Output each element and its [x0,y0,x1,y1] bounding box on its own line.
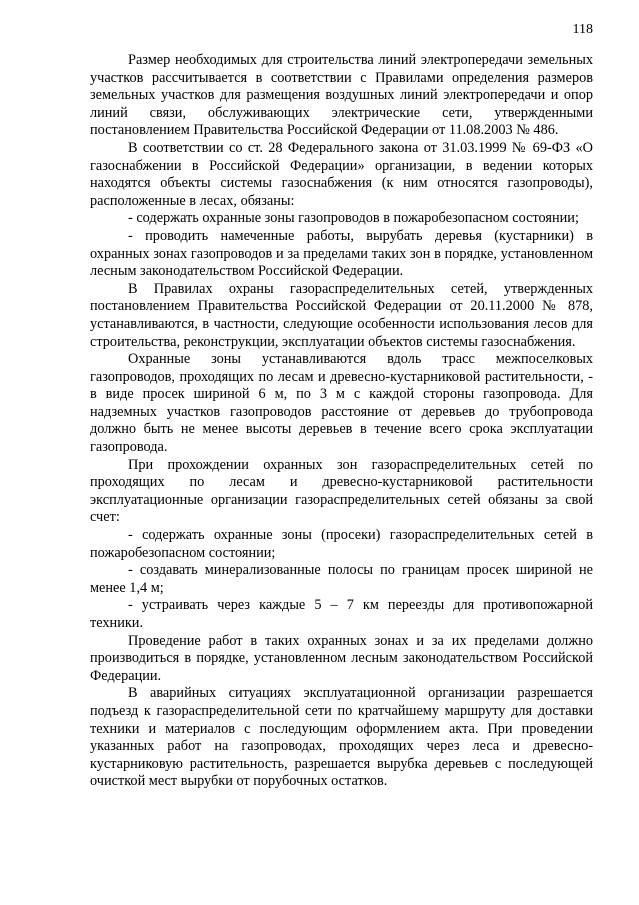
paragraph: Охранные зоны устанавливаются вдоль трасс межпоселковых газопроводов, проходящих по лесам и древесно-кустарниковой растительности, - в виде просек шириной 6 м, по 3 м с каждой стороны газопровода. Для надземных участков газопроводов расстояние от деревьев до трубопровода должно быть не менее высоты деревьев в течение всего срока эксплуатации газопровода. [90,351,593,456]
list-item: - проводить намеченные работы, вырубать деревья (кустарники) в охранных зонах газопроводов и за пределами таких зон в порядке, установленном лесным законодательством Российской Федерации. [90,227,593,280]
paragraph: В Правилах охраны газораспределительных сетей, утвержденных постановлением Правительства Российской Федерации от 20.11.2000 № 878, устанавливаются, в частности, следующие особенности использования лесов для строительства, реконструкции, эксплуатации объектов системы газоснабжения. [90,280,593,350]
page-number: 118 [572,22,593,37]
list-item: - устраивать через каждые 5 – 7 км переезды для противопожарной техники. [90,597,593,631]
paragraph: В аварийных ситуациях эксплуатационной организации разрешается подъезд к газораспределительной сети по кратчайшему маршруту для доставки техники и материалов с последующим оформлением акта. При проведении указанных работ на газопроводах, проходящих через леса и древесно-кустарниковую растительность, разрешается вырубка деревьев с последующей очисткой мест вырубки от порубочных остатков. [90,685,593,790]
paragraph: Размер необходимых для строительства линий электропередачи земельных участков рассчитывается в соответствии с Правилами определения размеров земельных участков для размещения воздушных линий электропередачи и опор линий связи, обслуживающих электрические сети, утвержденными постановлением Правительства Российской Федерации от 11.08.2003 № 486. [90,52,593,139]
body-text [90,52,593,791]
paragraph: При прохождении охранных зон газораспределительных сетей по проходящих по лесам и древесно-кустарниковой растительности эксплуатационные организации газораспределительных сетей обязаны за свой счет: [90,456,593,526]
list-item: - содержать охранные зоны (просеки) газораспределительных сетей в пожаробезопасном состоянии; [90,527,593,561]
list-item: - содержать охранные зоны газопроводов в пожаробезопасном состоянии; [128,210,579,227]
paragraph: В соответствии со ст. 28 Федерального закона от 31.03.1999 № 69-ФЗ «О газоснабжении в Российской Федерации» организации, в ведении которых находятся объекты системы газоснабжения (к ним относятся газопроводы), расположенные в лесах, обязаны: [90,139,593,209]
list-item: - создавать минерализованные полосы по границам просек шириной не менее 1,4 м; [90,562,593,596]
paragraph: Проведение работ в таких охранных зонах и за их пределами должно производиться в порядке, установленном лесным законодательством Российской Федерации. [90,632,593,684]
